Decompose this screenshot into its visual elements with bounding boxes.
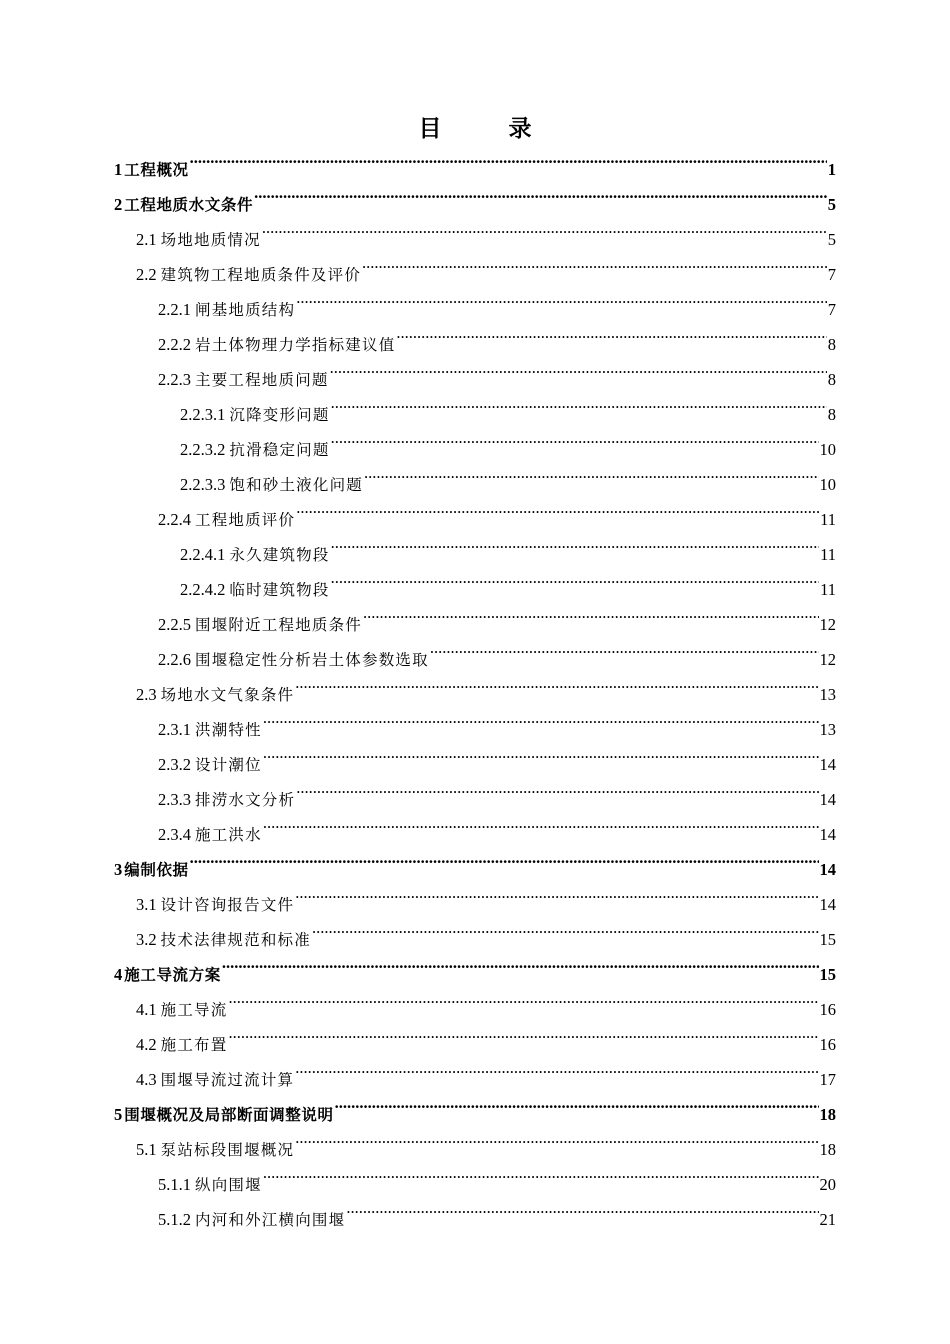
toc-entry-page-number: 13 — [819, 685, 836, 704]
toc-entry-page-number: 15 — [819, 930, 836, 949]
toc-entry-title: 内河和外江横向围堰 — [195, 1211, 346, 1229]
page-title: 目 录 — [418, 116, 554, 141]
toc-entry-title: 建筑物工程地质条件及评价 — [160, 266, 362, 284]
toc-entry-number: 5 — [114, 1105, 123, 1124]
toc-entry-title: 场地地质情况 — [160, 231, 261, 249]
dot-leader — [262, 210, 827, 245]
toc-entry-page-number: 18 — [819, 1140, 836, 1159]
toc-entry-number: 4 — [114, 965, 123, 984]
toc-entry-page-number: 14 — [819, 825, 836, 844]
toc-entry-number: 3.2 — [136, 930, 157, 949]
toc-entry-title: 施工导流方案 — [124, 966, 221, 984]
toc-entry-title: 临时建筑物段 — [229, 581, 330, 599]
toc-entry-page-number: 7 — [827, 265, 836, 284]
toc-entry-number: 3 — [114, 860, 123, 879]
toc-entry-page-number: 8 — [827, 335, 836, 354]
toc-entry-title: 工程地质水文条件 — [124, 196, 254, 214]
toc-entry[interactable] — [114, 875, 836, 914]
toc-entry-title: 设计潮位 — [195, 756, 262, 774]
toc-entry-title: 主要工程地质问题 — [195, 371, 329, 389]
dot-leader — [228, 980, 818, 1015]
toc-entry-page-number: 11 — [820, 510, 836, 529]
toc-entry-page-number: 11 — [820, 545, 836, 564]
toc-entry-page-number: 14 — [819, 755, 836, 774]
toc-entry-title: 闸基地质结构 — [195, 301, 296, 319]
toc-entry-number: 3.1 — [136, 895, 157, 914]
dot-leader — [296, 770, 818, 805]
dot-leader — [331, 560, 820, 595]
toc-entry-page-number: 15 — [819, 965, 836, 984]
toc-entry-page-number: 13 — [819, 720, 836, 739]
dot-leader — [263, 805, 819, 840]
toc-entry-number: 2.2.4.1 — [180, 545, 226, 564]
dot-leader — [190, 840, 819, 875]
toc-entry-page-number: 8 — [827, 370, 836, 389]
toc-entry-page-number: 18 — [819, 1105, 836, 1124]
dot-leader — [362, 245, 827, 280]
toc-entry-number: 2.1 — [136, 230, 157, 249]
toc-entry-number: 2.2.4 — [158, 510, 191, 529]
toc-entry-number: 2.2.4.2 — [180, 580, 226, 599]
toc-entry-title: 场地水文气象条件 — [160, 686, 295, 704]
toc-entry-number: 2.3.3 — [158, 790, 191, 809]
dot-leader — [190, 140, 827, 175]
toc-entry-number: 2.2.2 — [158, 335, 191, 354]
toc-entry-number: 2.3.2 — [158, 755, 191, 774]
toc-entry-page-number: 7 — [827, 300, 836, 319]
toc-entry-number: 2.3 — [136, 685, 157, 704]
toc-entry-number: 4.3 — [136, 1070, 157, 1089]
toc-entry-page-number: 1 — [827, 160, 836, 179]
toc-entry-number: 2 — [114, 195, 123, 214]
toc-entry-title: 沉降变形问题 — [229, 406, 330, 424]
toc-entry-number: 2.3.4 — [158, 825, 191, 844]
toc-entry-page-number: 10 — [819, 475, 836, 494]
toc-entry[interactable] — [114, 980, 836, 1019]
toc-entry-page-number: 17 — [819, 1070, 836, 1089]
dot-leader — [335, 1085, 819, 1120]
toc-entry-title: 围堰概况及局部断面调整说明 — [124, 1106, 334, 1124]
toc-entry-number: 2.2 — [136, 265, 157, 284]
dot-leader — [228, 1015, 818, 1050]
toc-entry-page-number: 12 — [819, 650, 836, 669]
toc-entry-title: 设计咨询报告文件 — [160, 896, 295, 914]
toc-entry-number: 2.2.3.3 — [180, 475, 226, 494]
toc-entry-number: 5.1.2 — [158, 1210, 191, 1229]
toc-entry-title: 施工导流 — [160, 1001, 228, 1019]
toc-entry-title: 施工布置 — [160, 1036, 228, 1054]
toc-entry-page-number: 11 — [820, 580, 836, 599]
toc-entry-number: 2.2.3.2 — [180, 440, 226, 459]
toc-entry-page-number: 5 — [827, 230, 836, 249]
dot-leader — [331, 525, 820, 560]
toc-entry-number: 4.1 — [136, 1000, 157, 1019]
dot-leader — [363, 595, 818, 630]
toc-entry-number: 1 — [114, 160, 123, 179]
toc-entry-title: 编制依据 — [124, 861, 189, 879]
dot-leader — [263, 700, 819, 735]
toc-entry-page-number: 14 — [819, 860, 836, 879]
dot-leader — [222, 945, 819, 980]
dot-leader — [263, 735, 819, 770]
toc-entry-number: 4.2 — [136, 1035, 157, 1054]
toc-entry-page-number: 16 — [819, 1035, 836, 1054]
toc-entry-title: 永久建筑物段 — [229, 546, 330, 564]
toc-entry-number: 2.2.3 — [158, 370, 191, 389]
toc-entry-page-number: 10 — [819, 440, 836, 459]
toc-entry-page-number: 14 — [819, 790, 836, 809]
toc-entry-title: 泵站标段围堰概况 — [160, 1141, 295, 1159]
toc-entry-title: 饱和砂土液化问题 — [229, 476, 363, 494]
dot-leader — [330, 350, 827, 385]
dot-leader — [331, 385, 827, 420]
toc-entry-number: 5.1.1 — [158, 1175, 191, 1194]
toc-entry-title: 抗滑稳定问题 — [229, 441, 330, 459]
toc-entry-number: 2.2.5 — [158, 615, 191, 634]
toc-entry-title: 纵向围堰 — [195, 1176, 262, 1194]
dot-leader — [396, 315, 826, 350]
toc-entry-title: 洪潮特性 — [195, 721, 262, 739]
dot-leader — [295, 1120, 818, 1155]
toc-entry-title: 围堰附近工程地质条件 — [195, 616, 363, 634]
dot-leader — [295, 875, 818, 910]
toc-entry-page-number: 5 — [827, 195, 836, 214]
toc-entry-number: 2.2.6 — [158, 650, 191, 669]
dot-leader — [295, 1050, 818, 1085]
dot-leader — [312, 910, 819, 945]
dot-leader — [295, 665, 818, 700]
toc-entry[interactable] — [114, 945, 836, 984]
toc-entry-title: 工程地质评价 — [195, 511, 296, 529]
toc-entry-page-number: 12 — [819, 615, 836, 634]
table-of-contents — [114, 140, 836, 1229]
toc-entry-number: 2.2.3.1 — [180, 405, 226, 424]
toc-entry-title: 排涝水文分析 — [195, 791, 296, 809]
dot-leader — [346, 1190, 818, 1225]
dot-leader — [254, 175, 827, 210]
toc-entry[interactable] — [114, 175, 836, 214]
dot-leader — [331, 420, 819, 455]
toc-entry-page-number: 16 — [819, 1000, 836, 1019]
toc-entry-page-number: 8 — [827, 405, 836, 424]
dot-leader — [364, 455, 819, 490]
toc-entry-page-number: 21 — [819, 1210, 836, 1229]
toc-entry-page-number: 14 — [819, 895, 836, 914]
dot-leader — [296, 490, 819, 525]
toc-entry-title: 围堰稳定性分析岩土体参数选取 — [195, 651, 429, 669]
toc-entry-title: 技术法律规范和标准 — [160, 931, 311, 949]
toc-entry[interactable] — [114, 840, 836, 879]
toc-entry-number: 2.2.1 — [158, 300, 191, 319]
dot-leader — [296, 280, 827, 315]
dot-leader — [263, 1155, 819, 1190]
toc-entry-title: 工程概况 — [124, 161, 189, 179]
toc-entry[interactable] — [114, 140, 836, 179]
toc-entry-title: 岩土体物理力学指标建议值 — [195, 336, 396, 354]
toc-entry-title: 施工洪水 — [195, 826, 262, 844]
dot-leader — [430, 630, 819, 665]
toc-entry-title: 围堰导流过流计算 — [160, 1071, 295, 1089]
toc-entry-page-number: 20 — [819, 1175, 836, 1194]
toc-entry-number: 5.1 — [136, 1140, 157, 1159]
toc-entry-number: 2.3.1 — [158, 720, 191, 739]
